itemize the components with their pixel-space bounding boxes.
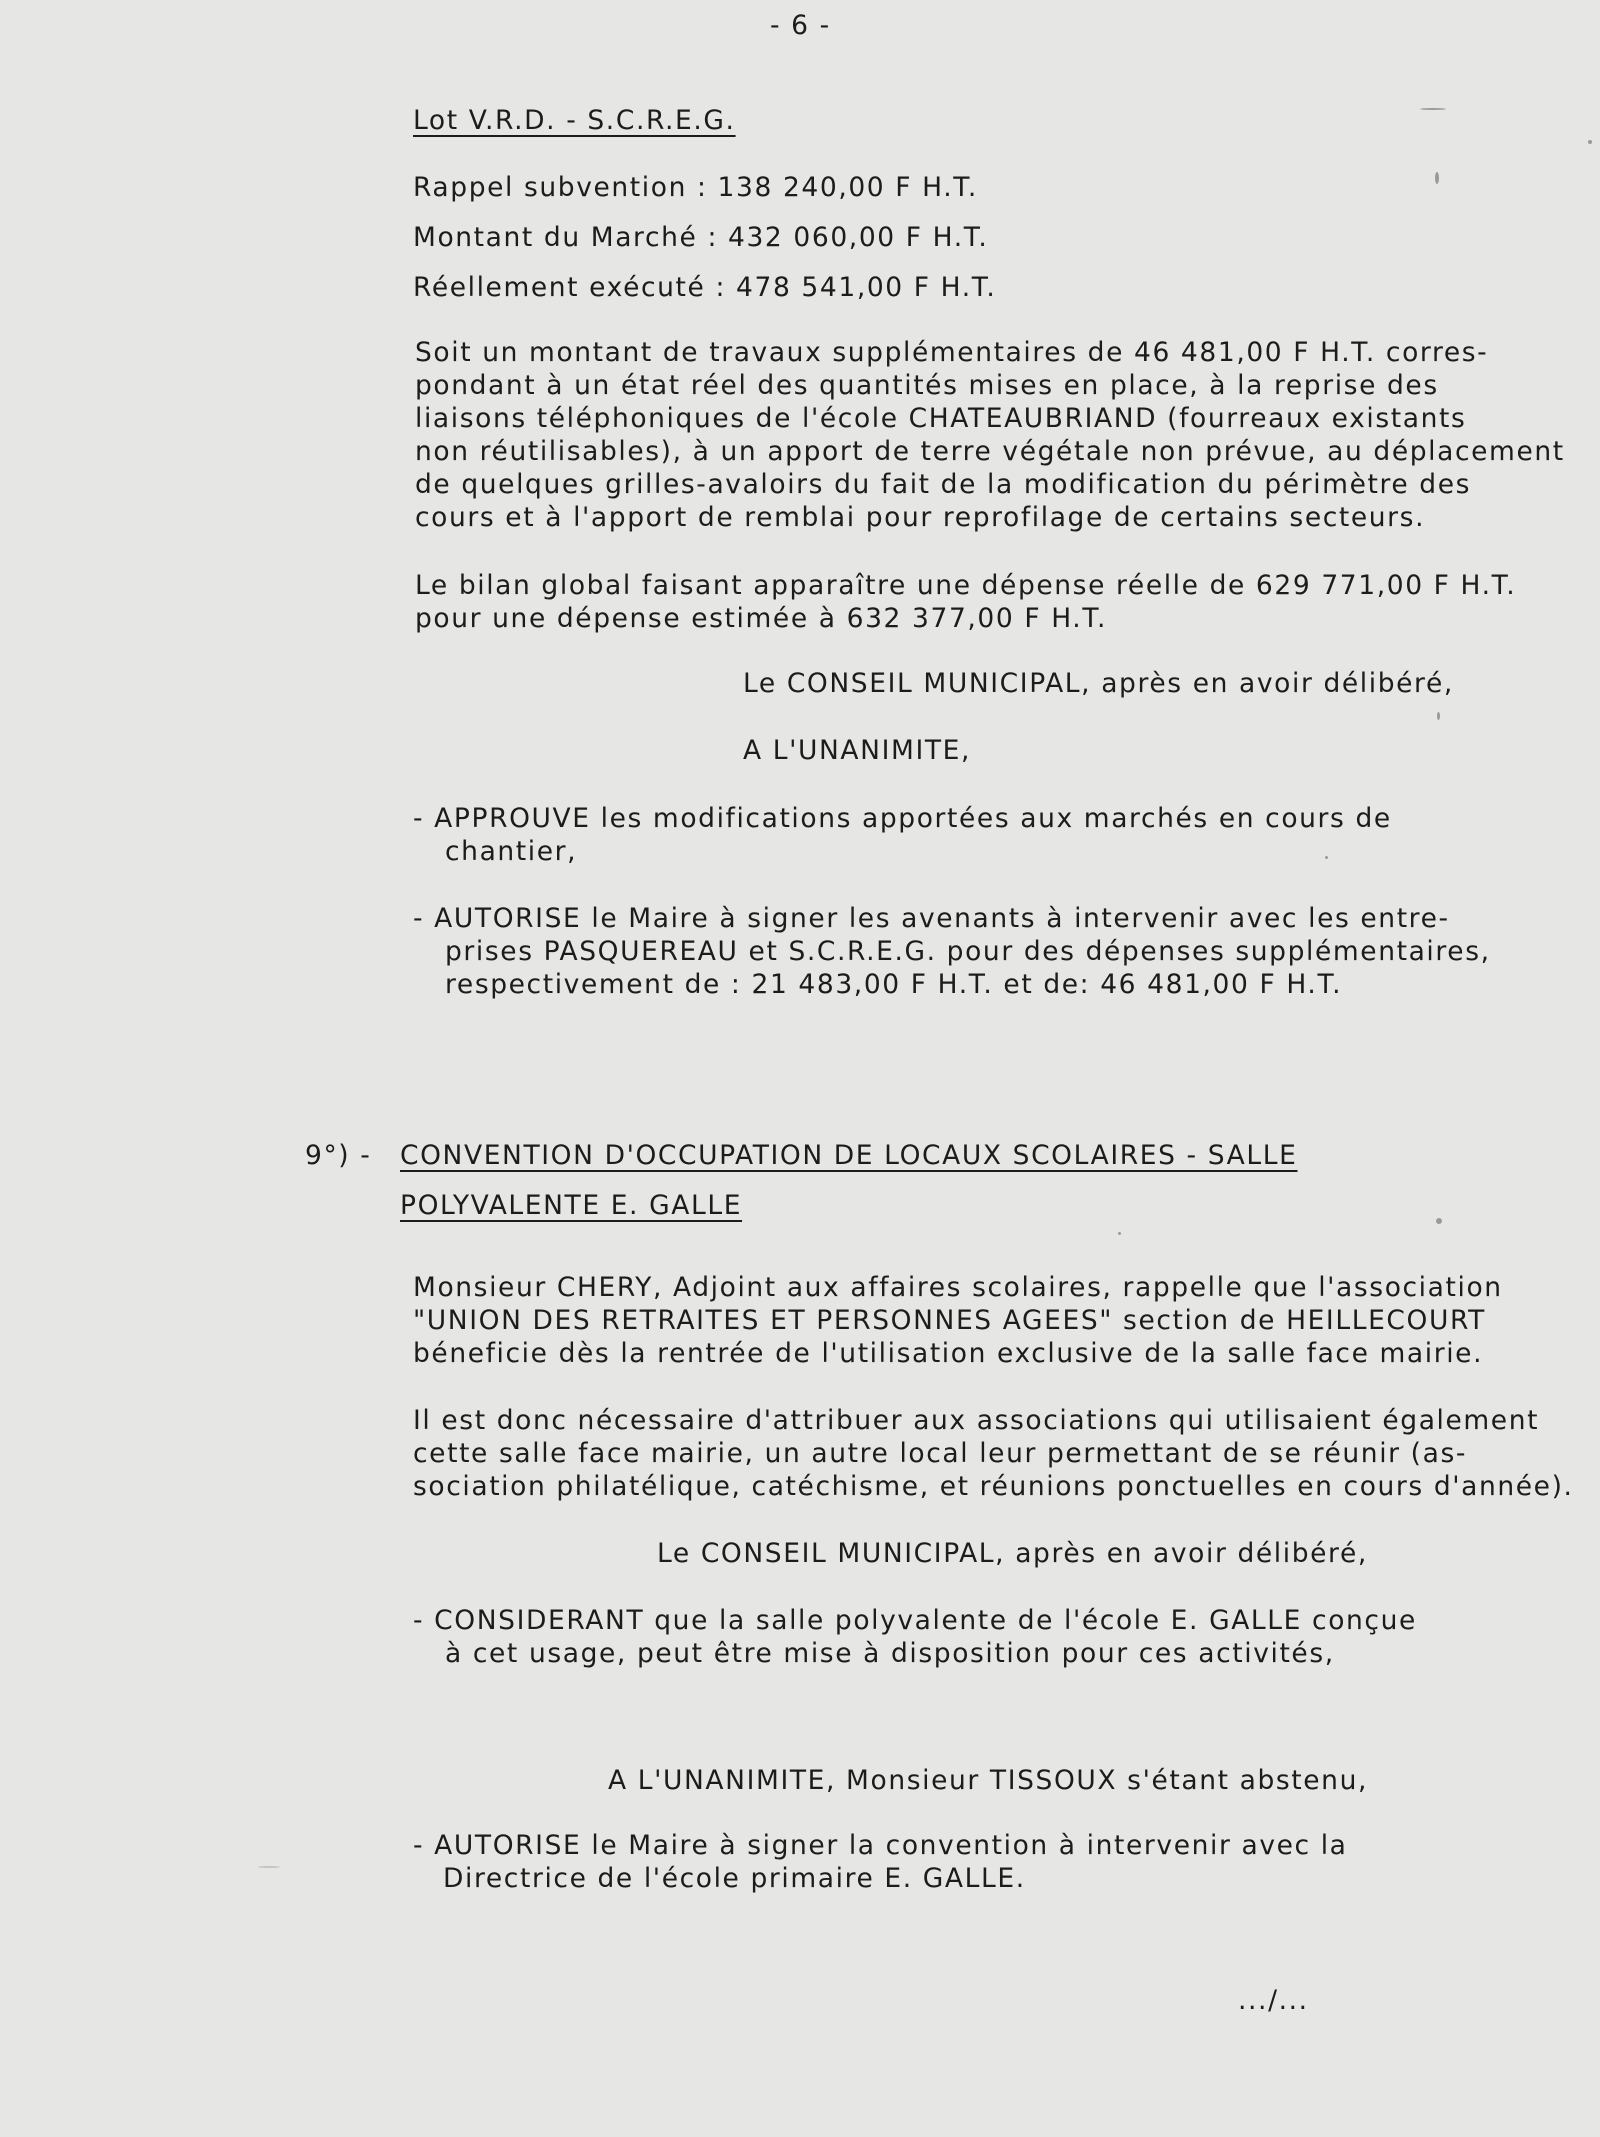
paragraph-line: sociation philatélique, catéchisme, et réunions ponctuelles en cours d'année). [413, 1471, 1574, 1502]
continuation-mark: .../... [1238, 1985, 1309, 2016]
resolution-line: chantier, [445, 836, 578, 867]
paragraph-line: béneficie dès la rentrée de l'utilisation exclusive de la salle face mairie. [413, 1338, 1484, 1369]
paragraph-line: pondant à un état réel des quantités mises en place, à la reprise des [415, 370, 1439, 401]
scan-speck [258, 1866, 280, 1868]
resolution-line: prises PASQUEREAU et S.C.R.E.G. pour des dépenses supplémentaires, [445, 936, 1491, 967]
amount-line: Rappel subvention : 138 240,00 F H.T. [413, 172, 978, 203]
paragraph-line: Il est donc nécessaire d'attribuer aux associations qui utilisaient également [413, 1405, 1540, 1436]
paragraph-line: cette salle face mairie, un autre local leur permettant de se réunir (as- [413, 1438, 1468, 1469]
paragraph-line: Monsieur CHERY, Adjoint aux affaires scolaires, rappelle que l'association [413, 1272, 1503, 1303]
section-heading: Lot V.R.D. - S.C.R.E.G. [413, 105, 736, 136]
item-number: 9°) - [305, 1140, 372, 1171]
paragraph-line: "UNION DES RETRAITES ET PERSONNES AGEES" section de HEILLECOURT [413, 1305, 1486, 1336]
amount-line: Montant du Marché : 432 060,00 F H.T. [413, 222, 989, 253]
scan-speck [1437, 712, 1440, 720]
resolution-line: - AUTORISE le Maire à signer la convention à intervenir avec la [413, 1830, 1348, 1861]
scan-speck [1436, 1218, 1442, 1224]
paragraph-line: pour une dépense estimée à 632 377,00 F H.T. [415, 603, 1107, 634]
paragraph-line: Le bilan global faisant apparaître une dépense réelle de 629 771,00 F H.T. [415, 570, 1517, 601]
vote-line: A L'UNANIMITE, Monsieur TISSOUX s'étant abstenu, [608, 1765, 1368, 1796]
council-line: Le CONSEIL MUNICIPAL, après en avoir délibéré, [743, 668, 1454, 699]
paragraph-line: liaisons téléphoniques de l'école CHATEAUBRIAND (fourreaux existants [415, 403, 1467, 434]
vote-line: A L'UNANIMITE, [743, 735, 972, 766]
paragraph-line: Soit un montant de travaux supplémentaires de 46 481,00 F H.T. corres- [415, 337, 1489, 368]
paragraph-line: de quelques grilles-avaloirs du fait de la modification du périmètre des [415, 469, 1472, 500]
scan-speck [1435, 172, 1439, 184]
page-number: - 6 - [770, 10, 831, 41]
resolution-line: respectivement de : 21 483,00 F H.T. et de: 46 481,00 F H.T. [445, 969, 1343, 1000]
scan-speck [1118, 1232, 1121, 1235]
section-title: POLYVALENTE E. GALLE [400, 1190, 743, 1221]
resolution-line: - CONSIDERANT que la salle polyvalente de l'école E. GALLE conçue [413, 1605, 1417, 1636]
resolution-line: Directrice de l'école primaire E. GALLE. [443, 1863, 1026, 1894]
scan-speck [1420, 108, 1446, 110]
paragraph-line: non réutilisables), à un apport de terre végétale non prévue, au déplacement [415, 436, 1565, 467]
paragraph-line: cours et à l'apport de remblai pour reprofilage de certains secteurs. [415, 502, 1426, 533]
scan-speck [1325, 856, 1328, 859]
section-title: CONVENTION D'OCCUPATION DE LOCAUX SCOLAIRES - SALLE [400, 1140, 1298, 1171]
resolution-line: - AUTORISE le Maire à signer les avenants à intervenir avec les entre- [413, 903, 1450, 934]
resolution-line: à cet usage, peut être mise à disposition pour ces activités, [445, 1638, 1335, 1669]
resolution-line: - APPROUVE les modifications apportées aux marchés en cours de [413, 803, 1392, 834]
amount-line: Réellement exécuté : 478 541,00 F H.T. [413, 272, 997, 303]
council-line: Le CONSEIL MUNICIPAL, après en avoir délibéré, [657, 1538, 1368, 1569]
scan-speck [1588, 140, 1592, 144]
